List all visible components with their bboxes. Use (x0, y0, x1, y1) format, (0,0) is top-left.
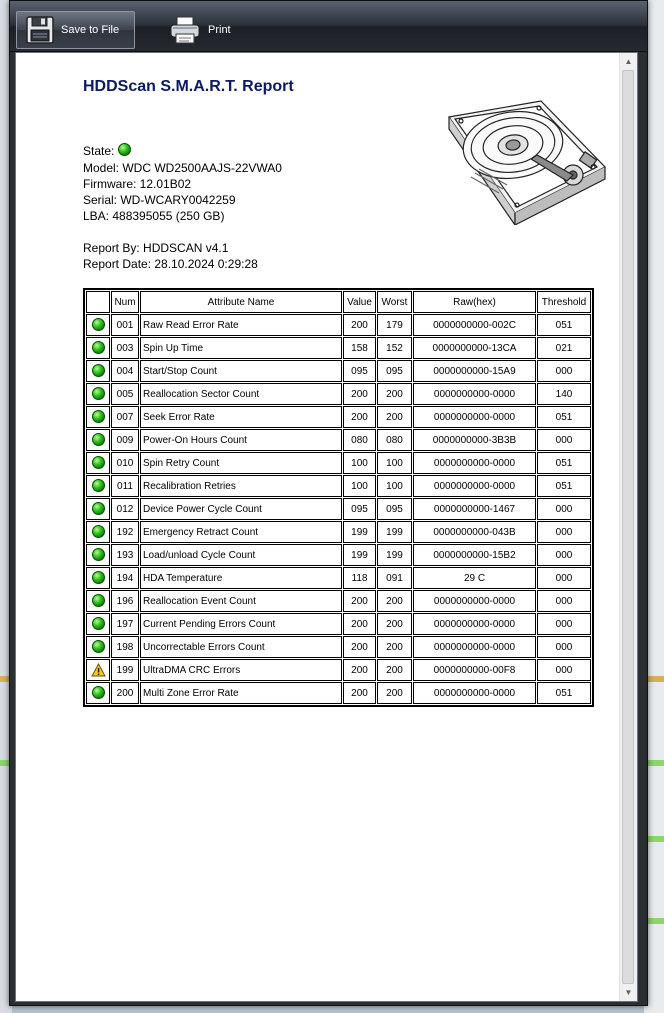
attribute-num: 005 (111, 383, 139, 405)
attribute-threshold: 000 (537, 498, 591, 520)
attribute-num: 192 (111, 521, 139, 543)
attribute-num: 197 (111, 613, 139, 635)
print-label: Print (208, 24, 231, 36)
attribute-worst: 200 (377, 406, 412, 428)
green-status-icon (92, 571, 105, 584)
table-row (86, 314, 591, 336)
attribute-value: 100 (343, 452, 376, 474)
attribute-raw-hex: 0000000000-3B3B (413, 429, 536, 451)
status-cell (86, 314, 110, 336)
smart-attributes-table (83, 288, 594, 707)
green-status-icon (92, 433, 105, 446)
attribute-value: 158 (343, 337, 376, 359)
table-row (86, 682, 591, 704)
attribute-name: Recalibration Retries (140, 475, 342, 497)
status-cell (86, 337, 110, 359)
attribute-threshold: 021 (537, 337, 591, 359)
table-row (86, 498, 591, 520)
attribute-num: 001 (111, 314, 139, 336)
attribute-raw-hex: 0000000000-00F8 (413, 659, 536, 681)
scroll-up-arrow-icon[interactable]: ▲ (624, 57, 633, 66)
status-cell (86, 521, 110, 543)
attribute-value: 200 (343, 383, 376, 405)
attribute-raw-hex: 0000000000-0000 (413, 406, 536, 428)
attribute-worst: 200 (377, 383, 412, 405)
attribute-name: Power-On Hours Count (140, 429, 342, 451)
status-cell (86, 360, 110, 382)
warning-triangle-icon (91, 663, 106, 677)
vertical-scrollbar[interactable] (619, 53, 637, 1001)
green-status-icon (92, 640, 105, 653)
attribute-num: 009 (111, 429, 139, 451)
attribute-num: 012 (111, 498, 139, 520)
status-cell (86, 636, 110, 658)
attribute-worst: 199 (377, 544, 412, 566)
green-status-icon (118, 143, 131, 156)
attribute-threshold: 000 (537, 521, 591, 543)
status-cell (86, 452, 110, 474)
table-row (86, 429, 591, 451)
attribute-value: 200 (343, 636, 376, 658)
table-row (86, 383, 591, 405)
attribute-threshold: 051 (537, 682, 591, 704)
column-header-num: Num (111, 291, 139, 313)
green-status-icon (92, 686, 105, 699)
scrollbar-thumb[interactable] (622, 70, 634, 984)
attribute-name: Spin Up Time (140, 337, 342, 359)
column-header-threshold: Threshold (537, 291, 591, 313)
status-cell (86, 590, 110, 612)
attribute-name: Raw Read Error Rate (140, 314, 342, 336)
attribute-name: Multi Zone Error Rate (140, 682, 342, 704)
column-header-attribute-name: Attribute Name (140, 291, 342, 313)
attribute-worst: 179 (377, 314, 412, 336)
table-row (86, 613, 591, 635)
status-cell (86, 498, 110, 520)
attribute-raw-hex: 0000000000-15B2 (413, 544, 536, 566)
state-label: State: (83, 144, 115, 158)
attribute-threshold: 140 (537, 383, 591, 405)
table-row (86, 636, 591, 658)
table-row (86, 337, 591, 359)
green-status-icon (92, 364, 105, 377)
attribute-name: Uncorrectable Errors Count (140, 636, 342, 658)
green-status-icon (92, 410, 105, 423)
attribute-threshold: 051 (537, 475, 591, 497)
status-cell (86, 613, 110, 635)
attribute-raw-hex: 0000000000-1467 (413, 498, 536, 520)
attribute-raw-hex: 0000000000-043B (413, 521, 536, 543)
report-viewport (15, 52, 638, 1002)
green-status-icon (92, 548, 105, 561)
attribute-worst: 091 (377, 567, 412, 589)
green-status-icon (92, 479, 105, 492)
attribute-threshold: 000 (537, 613, 591, 635)
attribute-worst: 080 (377, 429, 412, 451)
attribute-raw-hex: 29 C (413, 567, 536, 589)
attribute-threshold: 000 (537, 429, 591, 451)
attribute-threshold: 000 (537, 659, 591, 681)
save-to-file-label: Save to File (61, 24, 120, 36)
attribute-threshold: 000 (537, 590, 591, 612)
attribute-value: 200 (343, 659, 376, 681)
attribute-value: 200 (343, 590, 376, 612)
attribute-num: 198 (111, 636, 139, 658)
attribute-num: 003 (111, 337, 139, 359)
attribute-value: 199 (343, 521, 376, 543)
table-row (86, 406, 591, 428)
attribute-worst: 100 (377, 475, 412, 497)
status-cell (86, 567, 110, 589)
lba-line: LBA: 488395055 (250 GB) (83, 209, 225, 223)
attribute-value: 200 (343, 314, 376, 336)
model-line: Model: WDC WD2500AAJS-22VWA0 (83, 161, 282, 175)
green-status-icon (92, 456, 105, 469)
attribute-num: 193 (111, 544, 139, 566)
save-to-file-button[interactable] (16, 11, 135, 49)
attribute-threshold: 000 (537, 636, 591, 658)
printer-icon (168, 15, 202, 45)
green-status-icon (92, 594, 105, 607)
status-cell (86, 406, 110, 428)
green-status-icon (92, 525, 105, 538)
report-title: HDDScan S.M.A.R.T. Report (83, 78, 294, 95)
hard-drive-image (441, 97, 609, 225)
attribute-raw-hex: 0000000000-15A9 (413, 360, 536, 382)
attribute-num: 007 (111, 406, 139, 428)
report-date-line: Report Date: 28.10.2024 0:29:28 (83, 257, 258, 271)
attribute-worst: 200 (377, 682, 412, 704)
attribute-value: 200 (343, 682, 376, 704)
green-status-icon (92, 617, 105, 630)
serial-line: Serial: WD-WCARY0042259 (83, 193, 236, 207)
toolbar (10, 1, 647, 52)
attribute-threshold: 000 (537, 360, 591, 382)
attribute-worst: 200 (377, 613, 412, 635)
attribute-value: 080 (343, 429, 376, 451)
state-row (83, 143, 131, 159)
attribute-num: 004 (111, 360, 139, 382)
status-cell (86, 659, 110, 681)
attribute-name: Reallocation Sector Count (140, 383, 342, 405)
smart-report (16, 53, 620, 1001)
attribute-threshold: 051 (537, 314, 591, 336)
attribute-worst: 200 (377, 636, 412, 658)
green-status-icon (92, 502, 105, 515)
attribute-value: 118 (343, 567, 376, 589)
table-row (86, 590, 591, 612)
attribute-name: Spin Retry Count (140, 452, 342, 474)
attribute-name: Seek Error Rate (140, 406, 342, 428)
floppy-disk-icon (25, 15, 55, 45)
column-header-value: Value (343, 291, 376, 313)
attribute-num: 194 (111, 567, 139, 589)
status-cell (86, 682, 110, 704)
attribute-num: 011 (111, 475, 139, 497)
print-button[interactable] (160, 11, 260, 49)
attribute-name: Emergency Retract Count (140, 521, 342, 543)
table-row (86, 659, 591, 681)
attribute-worst: 095 (377, 498, 412, 520)
green-status-icon (92, 341, 105, 354)
attribute-raw-hex: 0000000000-002C (413, 314, 536, 336)
attribute-name: Reallocation Event Count (140, 590, 342, 612)
attribute-threshold: 000 (537, 567, 591, 589)
attribute-worst: 152 (377, 337, 412, 359)
attribute-num: 200 (111, 682, 139, 704)
attribute-worst: 095 (377, 360, 412, 382)
attribute-threshold: 051 (537, 406, 591, 428)
green-status-icon (92, 318, 105, 331)
column-header-raw-hex: Raw(hex) (413, 291, 536, 313)
status-cell (86, 475, 110, 497)
attribute-raw-hex: 0000000000-0000 (413, 636, 536, 658)
attribute-num: 196 (111, 590, 139, 612)
status-cell (86, 544, 110, 566)
attribute-value: 200 (343, 406, 376, 428)
table-row (86, 452, 591, 474)
status-cell (86, 383, 110, 405)
attribute-worst: 200 (377, 659, 412, 681)
attribute-value: 200 (343, 613, 376, 635)
attribute-name: Current Pending Errors Count (140, 613, 342, 635)
table-row (86, 475, 591, 497)
firmware-line: Firmware: 12.01B02 (83, 177, 192, 191)
attribute-raw-hex: 0000000000-13CA (413, 337, 536, 359)
attribute-num: 199 (111, 659, 139, 681)
attribute-value: 095 (343, 360, 376, 382)
attribute-worst: 199 (377, 521, 412, 543)
attribute-value: 095 (343, 498, 376, 520)
attribute-threshold: 051 (537, 452, 591, 474)
attribute-raw-hex: 0000000000-0000 (413, 383, 536, 405)
column-header-status (86, 291, 110, 313)
attribute-num: 010 (111, 452, 139, 474)
attribute-value: 100 (343, 475, 376, 497)
green-status-icon (92, 387, 105, 400)
attribute-name: Start/Stop Count (140, 360, 342, 382)
attribute-worst: 100 (377, 452, 412, 474)
attribute-raw-hex: 0000000000-0000 (413, 613, 536, 635)
table-row (86, 360, 591, 382)
report-by-line: Report By: HDDSCAN v4.1 (83, 241, 229, 255)
column-header-worst: Worst (377, 291, 412, 313)
attribute-raw-hex: 0000000000-0000 (413, 590, 536, 612)
attribute-raw-hex: 0000000000-0000 (413, 682, 536, 704)
table-row (86, 544, 591, 566)
attribute-raw-hex: 0000000000-0000 (413, 475, 536, 497)
attribute-value: 199 (343, 544, 376, 566)
attribute-raw-hex: 0000000000-0000 (413, 452, 536, 474)
table-header-row (86, 291, 591, 313)
scroll-down-arrow-icon[interactable]: ▼ (624, 988, 633, 997)
status-cell (86, 429, 110, 451)
attribute-name: UltraDMA CRC Errors (140, 659, 342, 681)
attribute-name: Device Power Cycle Count (140, 498, 342, 520)
attribute-threshold: 000 (537, 544, 591, 566)
attribute-worst: 200 (377, 590, 412, 612)
report-viewer-window (9, 0, 648, 1006)
table-row (86, 567, 591, 589)
table-row (86, 521, 591, 543)
attribute-name: HDA Temperature (140, 567, 342, 589)
attribute-name: Load/unload Cycle Count (140, 544, 342, 566)
